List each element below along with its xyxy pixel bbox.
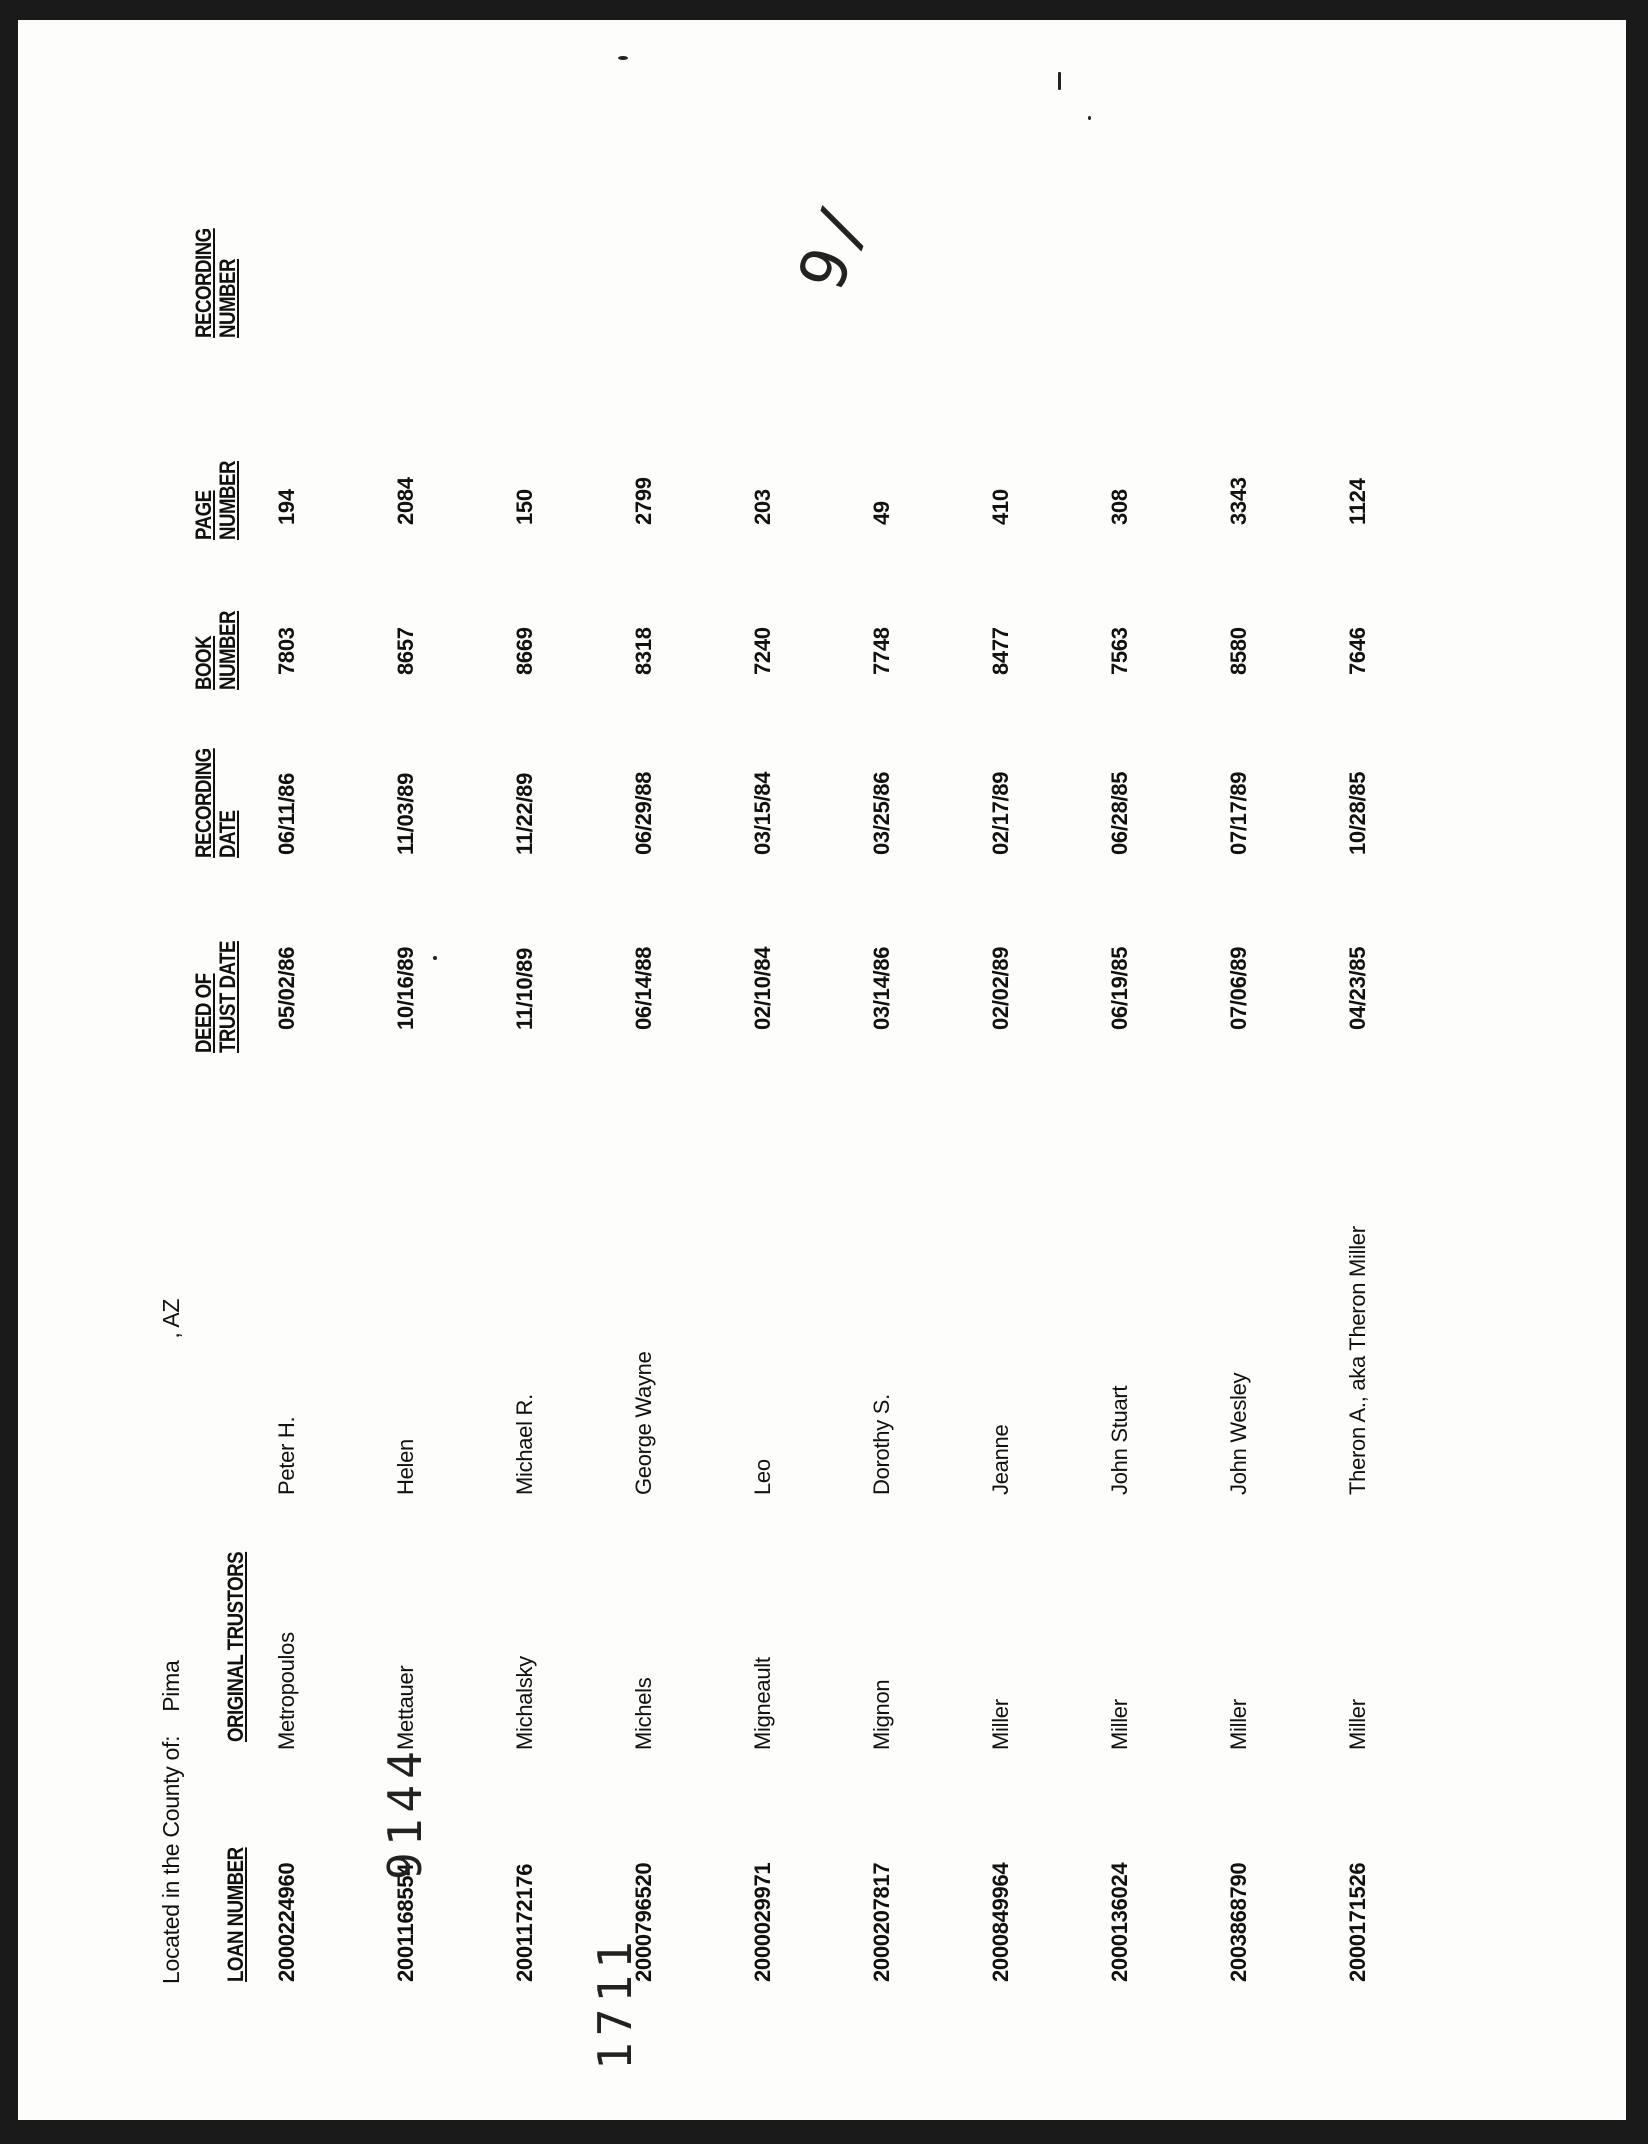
scan-speck	[618, 56, 628, 60]
deed-of-trust-date: 03/14/86	[869, 946, 894, 1030]
trustor-first-name: John Stuart	[1107, 1385, 1132, 1495]
page-number: 194	[274, 489, 299, 525]
page-number: 410	[988, 489, 1013, 525]
page-number: 1124	[1345, 478, 1370, 525]
deed-of-trust-date: 04/23/85	[1345, 946, 1370, 1030]
recording-date: 06/28/85	[1107, 771, 1132, 855]
recording-date: 03/25/86	[869, 771, 894, 855]
book-number: 7563	[1107, 627, 1132, 675]
loan-number: 2001168554	[393, 1863, 418, 1982]
page-number: 49	[869, 501, 894, 525]
page-number: 3343	[1226, 477, 1251, 525]
trustor-first-name: Helen	[393, 1439, 418, 1495]
page-number: 150	[512, 489, 537, 525]
document-page	[18, 20, 1626, 2120]
header-deed-of-trust-date: DEED OF TRUST DATE	[191, 941, 240, 1053]
trustor-first-name: Theron A., aka Theron Miller	[1345, 1226, 1370, 1495]
trustor-first-name: Leo	[750, 1459, 775, 1495]
state-label: , AZ	[158, 1298, 184, 1339]
page-number: 308	[1107, 489, 1132, 525]
loan-number: 2001172176	[512, 1863, 537, 1982]
loan-number: 2000207817	[869, 1862, 894, 1982]
book-number: 7803	[274, 627, 299, 675]
header-loan-number: LOAN NUMBER	[223, 1847, 248, 1982]
book-number: 7646	[1345, 627, 1370, 675]
county-name: Pima	[158, 1660, 184, 1712]
header-recording-number: RECORDING NUMBER	[191, 228, 240, 338]
trustor-last-name: Miller	[988, 1699, 1013, 1750]
header-original-trustors: ORIGINAL TRUSTORS	[223, 1551, 248, 1742]
book-number: 8318	[631, 627, 656, 675]
trustor-last-name: Migneault	[750, 1657, 775, 1750]
deed-of-trust-date: 02/02/89	[988, 946, 1013, 1030]
trustor-last-name: Michalsky	[512, 1656, 537, 1750]
recording-date: 10/28/85	[1345, 771, 1370, 855]
recording-date: 07/17/89	[1226, 771, 1251, 855]
county-label: Located in the County of:	[158, 1735, 184, 1984]
header-page-number: PAGE NUMBER	[191, 460, 240, 540]
scan-speck	[1088, 116, 1091, 120]
book-number: 7240	[750, 627, 775, 675]
book-number: 8657	[393, 627, 418, 675]
county-line	[158, 1299, 185, 1984]
trustor-last-name: Michels	[631, 1677, 656, 1750]
recording-date: 06/11/86	[274, 772, 299, 855]
loan-number: 2000796520	[631, 1862, 656, 1982]
deed-of-trust-date: 02/10/84	[750, 946, 775, 1030]
loan-number: 2000171526	[1345, 1862, 1370, 1982]
deed-of-trust-date: 11/10/89	[512, 947, 537, 1030]
trustor-last-name: Metropoulos	[274, 1632, 299, 1750]
loan-number: 2000849964	[988, 1862, 1013, 1982]
trustor-first-name: Jeanne	[988, 1424, 1013, 1495]
deed-of-trust-date: 07/06/89	[1226, 946, 1251, 1030]
deed-of-trust-date: 06/19/85	[1107, 946, 1132, 1030]
loan-number: 2000224960	[274, 1862, 299, 1982]
loan-number: 2003868790	[1226, 1862, 1251, 1982]
page-number: 203	[750, 489, 775, 525]
header-book-number: BOOK NUMBER	[191, 610, 240, 690]
book-number: 8669	[512, 627, 537, 675]
trustor-last-name: Mignon	[869, 1679, 894, 1750]
book-number: 8477	[988, 627, 1013, 675]
page-number: 2799	[631, 477, 656, 525]
deed-of-trust-date: 10/16/89	[393, 946, 418, 1030]
recording-date: 03/15/84	[750, 771, 775, 855]
trustor-last-name: Miller	[1345, 1699, 1370, 1750]
recording-date: 02/17/89	[988, 771, 1013, 855]
recording-date: 11/22/89	[512, 772, 537, 855]
recording-date: 11/03/89	[393, 772, 418, 855]
handwritten-number-2: 1711	[588, 1935, 642, 2070]
rotated-sheet	[18, 20, 1626, 2120]
deed-of-trust-date: 05/02/86	[274, 946, 299, 1030]
trustor-first-name: George Wayne	[631, 1351, 656, 1495]
book-number: 8580	[1226, 627, 1251, 675]
trustor-first-name: Peter H.	[274, 1416, 299, 1495]
handwritten-mark: 9/	[785, 190, 885, 300]
loan-number: 2000136024	[1107, 1862, 1132, 1982]
recording-date: 06/29/88	[631, 771, 656, 855]
trustor-first-name: John Wesley	[1226, 1372, 1251, 1495]
trustor-first-name: Michael R.	[512, 1394, 537, 1495]
trustor-last-name: Miller	[1226, 1699, 1251, 1750]
book-number: 7748	[869, 627, 894, 675]
trustor-last-name: Miller	[1107, 1699, 1132, 1750]
deed-of-trust-date: 06/14/88	[631, 946, 656, 1030]
trustor-first-name: Dorothy S.	[869, 1394, 894, 1495]
header-recording-date: RECORDING DATE	[191, 748, 240, 858]
page-number: 2084	[393, 477, 418, 525]
loan-number: 2000029971	[750, 1862, 775, 1982]
scan-speck	[433, 956, 437, 960]
trustor-last-name: Mettauer	[393, 1665, 418, 1750]
scan-speck	[1058, 72, 1061, 90]
handwritten-number-1: 9144	[378, 1745, 432, 1880]
